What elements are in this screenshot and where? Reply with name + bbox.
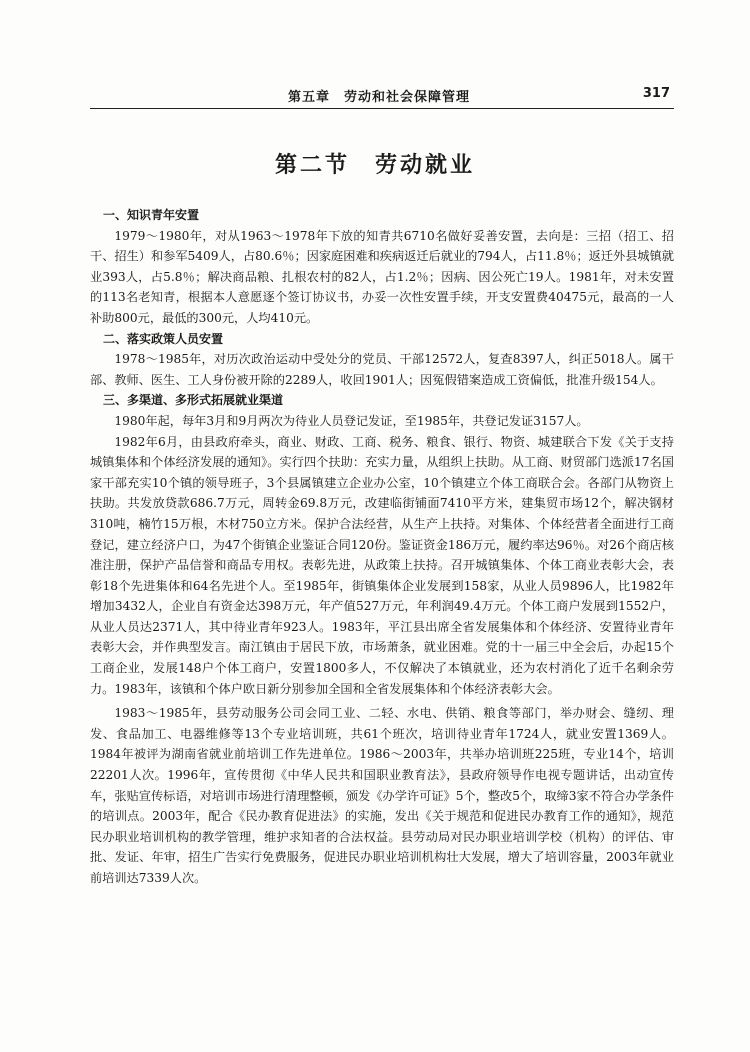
running-header xyxy=(90,86,674,109)
paragraph: 1978～1985年，对历次政治运动中受处分的党员、干部12572人，复查8397人，纠正5018人。属干部、教师、医生、工人身份被开除的2289人，收回1901人；因冤假错案造成工资偏低，批准升级154人。 xyxy=(90,352,674,387)
chapter-title: 第五章 劳动和社会保障管理 xyxy=(288,90,471,105)
paragraph: 1979～1980年，对从1963～1978年下放的知青共6710名做好妥善安置，去向是：三招（招工、招干、招生）和参军5409人，占80.6％；因家庭困难和疾病返迁后就业的794人，占11.8％；返迁外县城镇就业393人，占5.8％；解决商品粮、扎根农村的82人，占1.2％；因病、因公死亡19人。1981年，对未安置的113名老知青，根据本人意愿逐个签订协议书，办妥一次性安置手续，开支安置费40475元，最高的一人补助800元，最低的300元，人均410元。 xyxy=(90,228,674,325)
subsection-heading: 三、多渠道、多形式拓展就业渠道 xyxy=(103,393,284,408)
subsection-heading: 一、知识青年安置 xyxy=(103,208,200,222)
paragraph: 1982年6月，由县政府牵头，商业、财政、工商、税务、粮食、银行、物资、城建联合下发《关于支持城镇集体和个体经济发展的通知》。实行四个扶助：充实力量，从组织上扶助。从工商、财贸部门选派17名国家干部充实10个镇的领导班子，3个县属镇建立企业办公室，10个镇建立个体工商联合会。各部门从物资上扶助。共发放贷款686.7万元，周转金69.8万元，改建临街铺面7410平方米，建集贸市场12个，解决钢材310吨，楠竹15万根，木材750立方米。保护合法经营，从生产上扶持。对集体、个体经营者全面进行工商登记，建立经济户口，为47个街镇企业鉴证合同120份。鉴证资金186万元，履约率达96％。对26个商店核准注册，保护产品信誉和商品专用权。表彰先进，从政策上扶持。召开城镇集体、个体工商业表彰大会，表彰18个先进集体和64名先进个人。至1985年，街镇集体企业发展到158家，从业人员9896人，比1982年增加3432人，企业自有资金达398万元，年产值527万元，年利润49.4万元。个体工商户发展到1552户，从业人员达2371人，其中待业青年923人。1983年，平江县出席全省发展集体和个体经济、安置待业青年表彰大会，并作典型发言。南江镇由于居民下放，市场萧条，就业困难。党的十一届三中全会后，办起15个工商企业，发展148户个体工商户，安置1800多人，不仅解决了本镇就业，还为农村消化了近千名剩余劳力。1983年，该镇和个体户欧日新分别参加全国和全省发展集体和个体经济表彰大会。 xyxy=(90,434,674,696)
paragraph: 1983～1985年，县劳动服务公司会同工业、二轻、水电、供销、粮食等部门，举办财会、缝纫、理发、食品加工、电器维修等13个专业培训班，共61个班次，培训待业青年1724人，就业安置1369人。1984年被评为湖南省就业前培训工作先进单位。1986～2003年，共举办培训班225班，专业14个，培训22201人次。1996年，宣传贯彻《中华人民共和国职业教育法》，县政府领导作电视专题讲话，出动宣传车，张贴宣传标语，对培训市场进行清理整顿，颁发《办学许可证》5个，整改5个，取缔3家不符合办学条件的培训点。2003年，配合《民办教育促进法》的实施，发出《关于规范和促进民办教育工作的通知》，规范民办职业培训机构的教学管理，维护求知者的合法权益。县劳动局对民办职业培训学校（机构）的评估、审批、发证、年审，招生广告实行免费服务，促进民办职业培训机构壮大发展，增大了培训容量，2003年就业前培训达7339人次。 xyxy=(90,706,674,885)
page-number: 317 xyxy=(642,86,670,101)
subsection-heading: 二、落实政策人员安置 xyxy=(103,331,224,346)
section-title: 第二节 劳动就业 xyxy=(274,153,475,178)
body-text xyxy=(90,205,674,889)
paragraph: 1980年起，每年3月和9月两次为待业人员登记发证，至1985年，共登记发证3157人。 xyxy=(114,413,589,428)
